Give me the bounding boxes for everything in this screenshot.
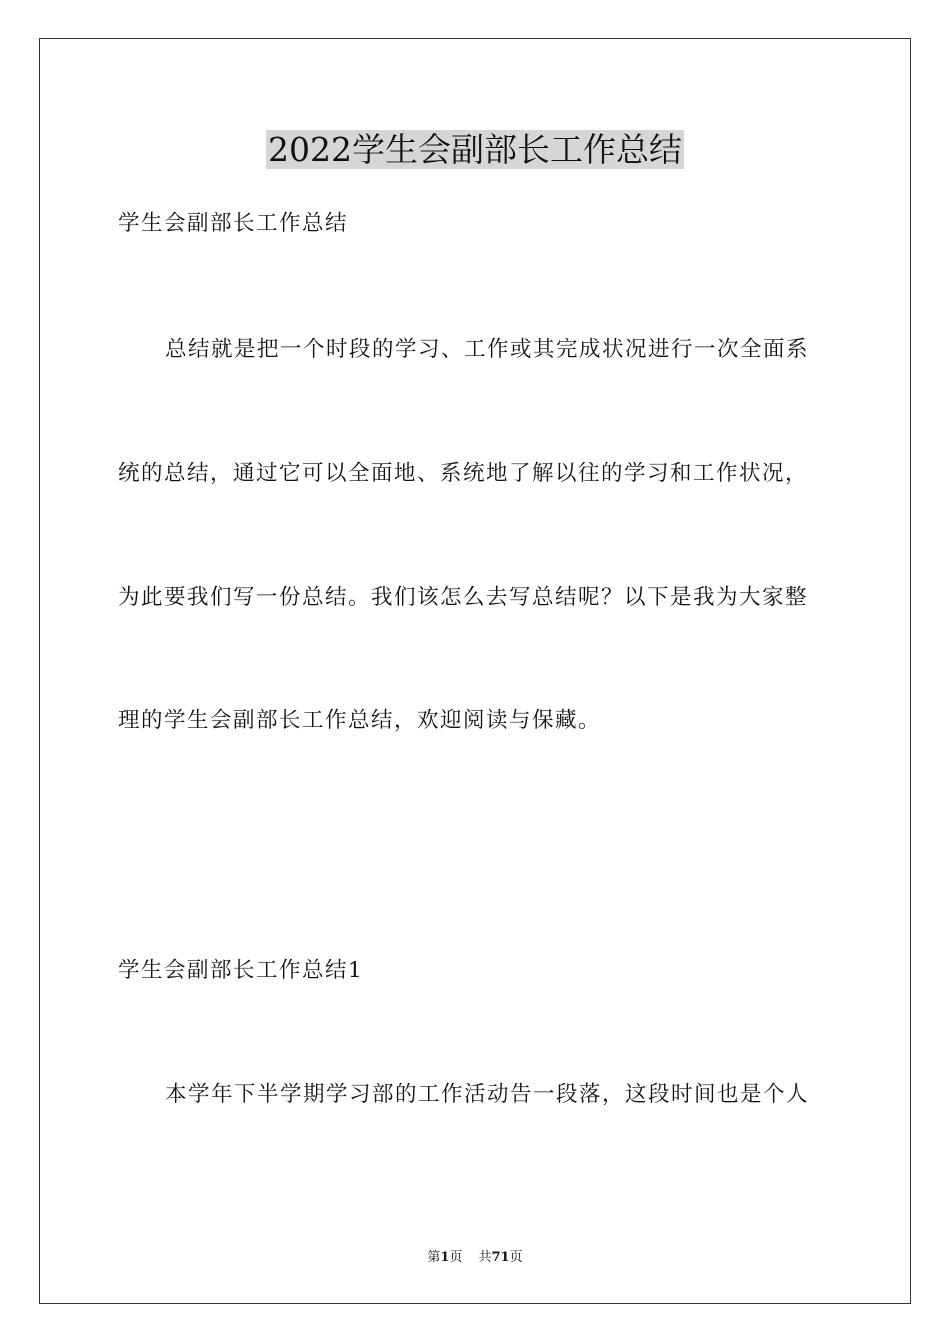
page-total: 71	[491, 1250, 510, 1265]
paragraph-line: 本学年下半学期学习部的工作活动告一段落，这段时间也是个人	[165, 1082, 810, 1107]
page-current: 1	[440, 1250, 450, 1265]
total-suffix: 页	[509, 1250, 523, 1265]
document-title	[0, 124, 950, 176]
paragraph-line: 为此要我们写一份总结。我们该怎么去写总结呢？以下是我为大家整	[118, 585, 809, 610]
page-footer	[0, 1249, 950, 1267]
page-suffix: 页	[449, 1250, 463, 1265]
paragraph-line: 总结就是把一个时段的学习、工作或其完成状况进行一次全面系	[165, 337, 810, 362]
paragraph-line: 统的总结，通过它可以全面地、系统地了解以往的学习和工作状况，	[118, 461, 809, 486]
section-heading: 学生会副部长工作总结1	[118, 958, 364, 983]
page-prefix: 第	[427, 1250, 441, 1265]
document-heading: 学生会副部长工作总结	[118, 211, 349, 236]
document-title-text: 2022学生会副部长工作总结	[268, 130, 682, 169]
total-prefix: 共	[478, 1250, 492, 1265]
paragraph-line: 理的学生会副部长工作总结，欢迎阅读与保藏。	[118, 708, 602, 733]
